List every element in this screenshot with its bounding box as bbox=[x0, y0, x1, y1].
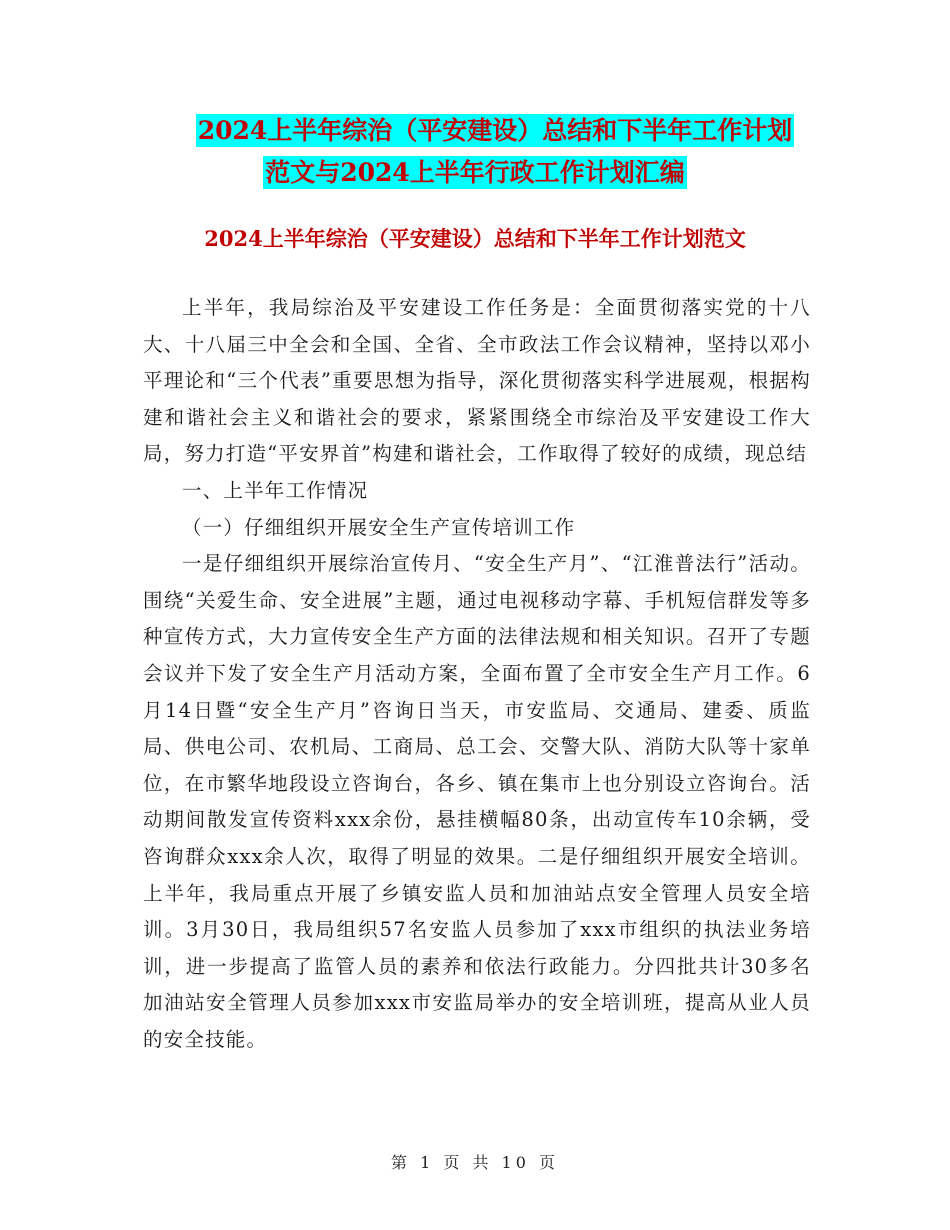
paragraph-details: 一是仔细组织开展综治宣传月、“安全生产月”、“江淮普法行”活动。围绕“关爱生命、安全进展”主题，通过电视移动字幕、手机短信群发等多种宣传方式，大力宣传安全生产方面的法律法规和相关知识。召开了专题会议并下发了安全生产月活动方案，全面布置了全市安全生产月工作。6月14日暨“安全生产月”咨询日当天，市安监局、交通局、建委、质监局、供电公司、农机局、工商局、总工会、交警大队、消防大队等十家单位，在市繁华地段设立咨询台，各乡、镇在集市上也分别设立咨询台。活动期间散发宣传资料xxx余份，悬挂横幅80条，出动宣传车10余辆，受咨询群众xxx余人次，取得了明显的效果。二是仔细组织开展安全培训。上半年，我局重点开展了乡镇安监人员和加油站点安全管理人员安全培训。3月30日，我局组织57名安监人员参加了xxx市组织的执法业务培训，进一步提高了监管人员的素养和依法行政能力。分四批共计30多名加油站安全管理人员参加xxx市安监局举办的安全培训班，提高从业人员的安全技能。 bbox=[143, 552, 811, 1051]
paragraph-intro: 上半年，我局综治及平安建设工作任务是：全面贯彻落实党的十八大、十八届三中全会和全国、全省、全市政法工作会议精神，坚持以邓小平理论和“三个代表”重要思想为指导，深化贯彻落实科学进展观，根据构建和谐社会主义和谐社会的要求，紧紧围绕全市综治及平安建设工作大局，努力打造“平安界首”构建和谐社会，工作取得了较好的成绩，现总结 bbox=[143, 296, 811, 466]
title-line-1: 2024上半年综治（平安建设）总结和下半年工作计划 bbox=[197, 116, 793, 145]
heading-subsection-1: （一）仔细组织开展安全生产宣传培训工作 bbox=[182, 515, 576, 539]
title-line-2: 范文与2024上半年行政工作计划汇编 bbox=[265, 158, 685, 187]
page-footer: 第 1 页 共 10 页 bbox=[391, 1153, 559, 1172]
document-title bbox=[0, 110, 950, 194]
body-text bbox=[143, 290, 811, 1058]
section-title: 2024上半年综治（平安建设）总结和下半年工作计划范文 bbox=[204, 226, 746, 251]
heading-section-1: 一、上半年工作情况 bbox=[182, 478, 369, 502]
